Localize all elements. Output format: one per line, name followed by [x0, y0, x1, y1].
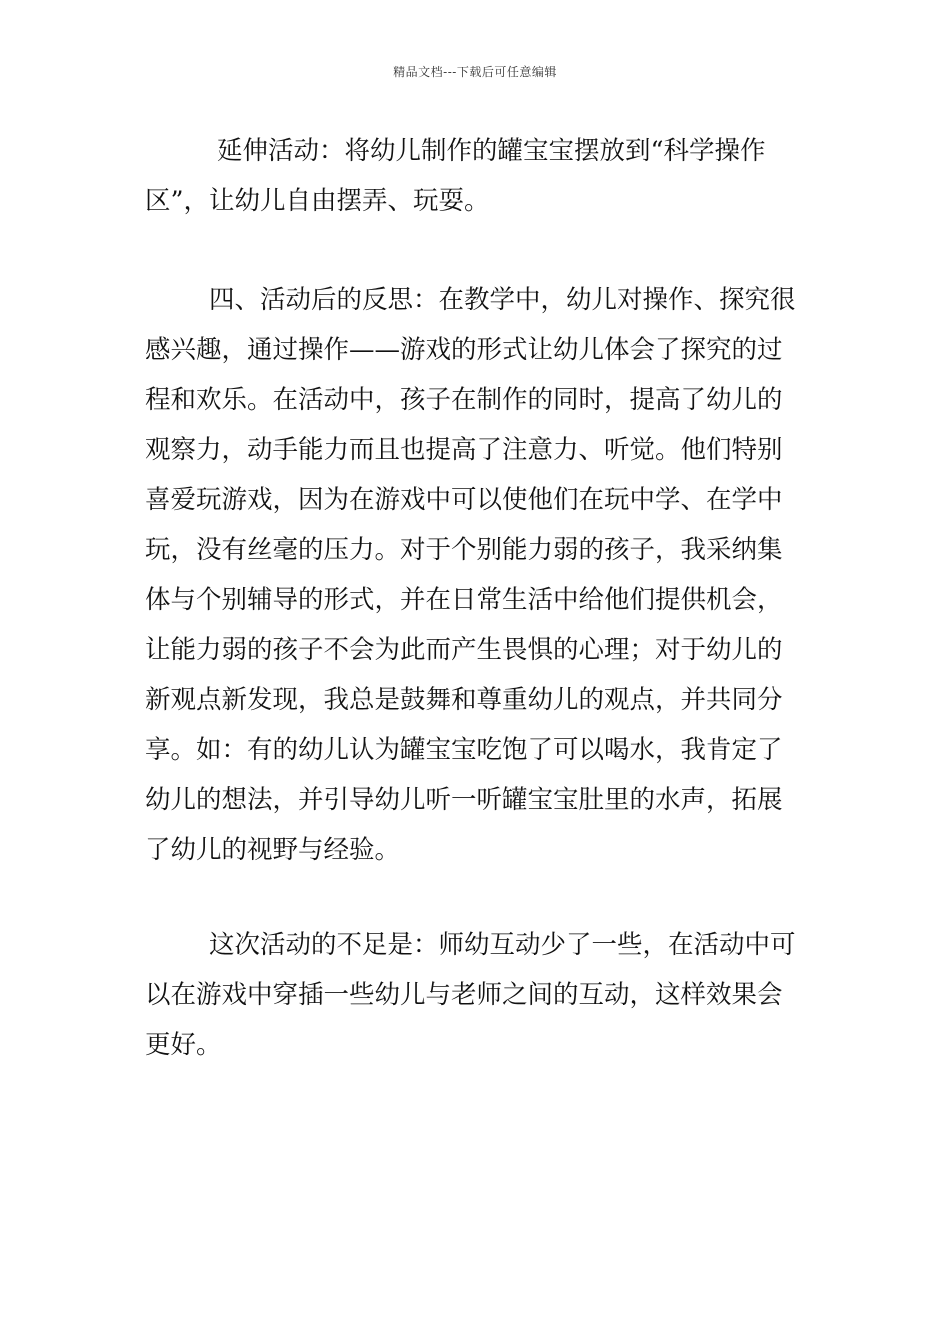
paragraph-line: 新观点新发现，我总是鼓舞和尊重幼儿的观点，并共同分	[145, 685, 783, 715]
paragraph-line: 这次活动的不足是：师幼互动少了一些，在活动中可	[209, 930, 796, 960]
paragraph-line: 四、活动后的反思：在教学中，幼儿对操作、探究很	[209, 285, 796, 315]
paragraph-line: 延伸活动：将幼儿制作的罐宝宝摆放到“科学操作	[217, 136, 766, 166]
paragraph-line: 享。如：有的幼儿认为罐宝宝吃饱了可以喝水，我肯定了	[145, 735, 783, 765]
paragraph-line: 了幼儿的视野与经验。	[145, 835, 401, 865]
paragraph-line: 更好。	[145, 1030, 222, 1060]
paragraph-line: 玩，没有丝毫的压力。对于个别能力弱的孩子，我采纳集	[145, 535, 783, 565]
paragraph-line: 体与个别辅导的形式，并在日常生活中给他们提供机会，	[145, 585, 783, 615]
paragraph-line: 让能力弱的孩子不会为此而产生畏惧的心理；对于幼儿的	[145, 635, 783, 665]
paragraph-shortcomings	[145, 920, 810, 1070]
paragraph-line: 感兴趣，通过操作——游戏的形式让幼儿体会了探究的过	[145, 335, 783, 365]
page-header: 精品文档---下载后可任意编辑	[393, 65, 557, 79]
paragraph-reflection	[145, 275, 810, 875]
paragraph-line: 区”，让幼儿自由摆弄、玩耍。	[145, 186, 490, 216]
paragraph-extension-activity	[145, 126, 810, 226]
paragraph-line: 幼儿的想法，并引导幼儿听一听罐宝宝肚里的水声，拓展	[145, 785, 783, 815]
paragraph-line: 以在游戏中穿插一些幼儿与老师之间的互动，这样效果会	[145, 980, 783, 1010]
paragraph-line: 程和欢乐。在活动中，孩子在制作的同时，提高了幼儿的	[145, 385, 783, 415]
paragraph-line: 喜爱玩游戏，因为在游戏中可以使他们在玩中学、在学中	[145, 485, 783, 515]
paragraph-line: 观察力，动手能力而且也提高了注意力、听觉。他们特别	[145, 435, 783, 465]
